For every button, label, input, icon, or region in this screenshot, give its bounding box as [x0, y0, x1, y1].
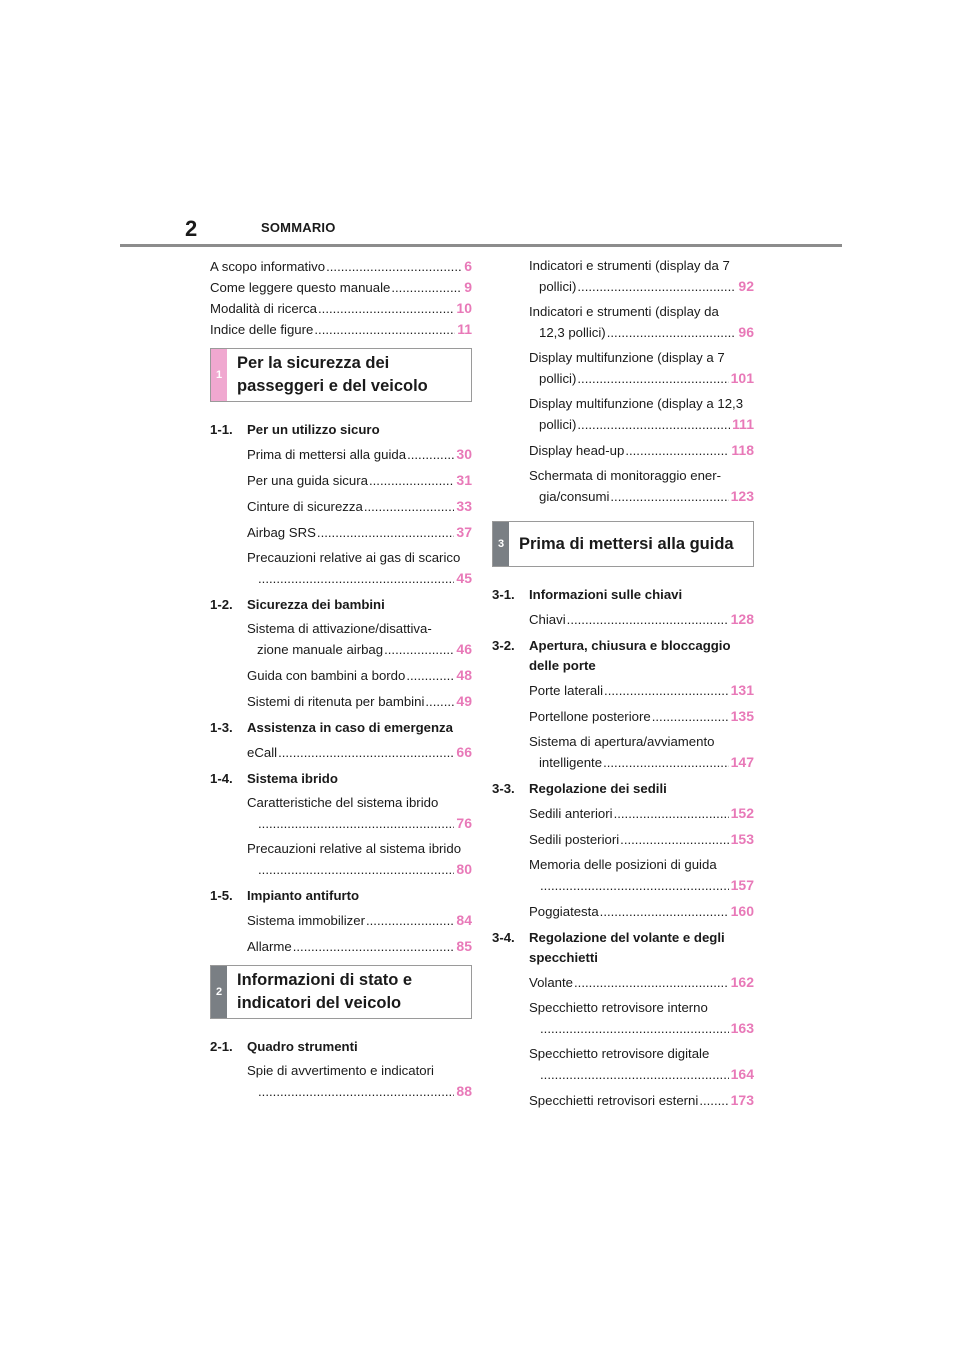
chapter-1-title: Per la sicurezza dei passeggeri e del veicolo — [237, 354, 428, 395]
leader-dots — [603, 753, 729, 773]
toc-page-number[interactable]: 11 — [457, 321, 472, 337]
section-code: 3-1. — [492, 587, 515, 602]
chapter-3-header[interactable] — [492, 521, 754, 567]
toc-subentry[interactable] — [492, 348, 754, 389]
left-column — [210, 256, 472, 1107]
toc-page-number[interactable]: 152 — [730, 805, 754, 821]
toc-entry[interactable] — [210, 256, 472, 277]
section-code: 3-2. — [492, 638, 515, 653]
toc-page-number[interactable]: 88 — [456, 1083, 472, 1099]
toc-page-number[interactable]: 37 — [456, 524, 472, 540]
leader-dots — [540, 1065, 729, 1085]
toc-entry-title-cont: zione manuale airbag — [257, 642, 384, 657]
chapter-1-tab: 1 — [211, 349, 227, 401]
toc-entry-title: Display multifunzione (display a 12,3 — [529, 396, 744, 411]
toc-entry[interactable] — [210, 298, 472, 319]
leader-dots — [540, 876, 729, 896]
toc-entry-title: Specchietto retrovisore digitale — [529, 1046, 710, 1061]
section-title: Quadro strumenti — [247, 1039, 358, 1054]
toc-page-number[interactable]: 84 — [456, 912, 472, 928]
leader-dots — [258, 814, 454, 834]
toc-page-number[interactable]: 162 — [730, 974, 754, 990]
toc-subentry[interactable] — [492, 609, 754, 630]
toc-subentry[interactable] — [210, 793, 472, 834]
chapter-2-title: Informazioni di stato e indicatori del veicolo — [237, 971, 413, 1012]
toc-entry[interactable] — [210, 319, 472, 340]
toc-page-number[interactable]: 128 — [730, 611, 754, 627]
leader-dots — [607, 323, 737, 343]
leader-dots — [317, 523, 455, 543]
section-title: Sistema ibrido — [247, 771, 338, 786]
toc-entry-title-cont: pollici) — [539, 279, 577, 294]
toc-entry-title: Cinture di sicurezza — [247, 499, 363, 514]
toc-page-number[interactable]: 96 — [738, 324, 754, 340]
toc-entry-title: Schermata di monitoraggio ener- — [529, 468, 722, 483]
section-3-1[interactable] — [492, 585, 754, 605]
toc-entry-title: Sedili posteriori — [529, 832, 620, 847]
leader-dots — [258, 1082, 454, 1102]
toc-subentry[interactable] — [492, 803, 754, 824]
toc-entry-title: Indicatori e strumenti (display da 7 — [529, 258, 730, 273]
section-title: Impianto antifurto — [247, 888, 360, 903]
toc-entry-title: Specchietti retrovisori esterni — [529, 1093, 699, 1108]
leader-dots — [366, 911, 454, 931]
toc-entry-title-cont: gia/consumi — [539, 489, 610, 504]
leader-dots — [318, 299, 454, 319]
right-column — [492, 256, 754, 1116]
toc-entry[interactable] — [210, 277, 472, 298]
section-title: Informazioni sulle chiavi — [529, 587, 683, 602]
section-1-1[interactable] — [210, 420, 472, 440]
toc-subentry[interactable] — [492, 1044, 754, 1085]
chapter-2-tab: 2 — [211, 966, 227, 1018]
leader-dots — [567, 610, 729, 630]
toc-subentry[interactable] — [492, 302, 754, 343]
section-1-2[interactable] — [210, 595, 472, 615]
leader-dots — [314, 320, 455, 340]
toc-subentry[interactable] — [210, 548, 472, 589]
header-rule — [120, 244, 842, 247]
leader-dots — [652, 707, 729, 727]
section-code: 1-1. — [210, 422, 233, 437]
toc-page-number[interactable]: 33 — [456, 498, 472, 514]
toc-subentry[interactable] — [210, 936, 472, 957]
section-code: 3-4. — [492, 930, 515, 945]
leader-dots — [384, 640, 454, 660]
toc-page-number[interactable]: 80 — [456, 861, 472, 877]
leader-dots — [625, 441, 729, 461]
section-title: Sicurezza dei bambini — [247, 597, 385, 612]
section-3-3[interactable] — [492, 779, 754, 799]
section-title: Regolazione del volante e degli specchietti — [529, 930, 725, 965]
section-code: 1-2. — [210, 597, 233, 612]
section-1-3[interactable] — [210, 718, 472, 738]
toc-entry-title: Sistema immobilizer — [247, 913, 365, 928]
section-1-5[interactable] — [210, 886, 472, 906]
toc-subentry[interactable] — [492, 1090, 754, 1111]
toc-entry-title-cont: 12,3 pollici) — [539, 325, 606, 340]
toc-entry-title: Precauzioni relative al sistema ibrido — [247, 841, 462, 856]
toc-page-number[interactable]: 163 — [730, 1020, 754, 1036]
leader-dots — [407, 445, 454, 465]
section-code: 1-3. — [210, 720, 233, 735]
toc-entry-title: Portellone posteriore — [529, 709, 651, 724]
toc-subentry[interactable] — [210, 619, 472, 660]
section-code: 3-3. — [492, 781, 515, 796]
toc-page-number[interactable]: 164 — [730, 1066, 754, 1082]
toc-entry-title: Poggiatesta — [529, 904, 599, 919]
toc-subentry[interactable] — [492, 901, 754, 922]
toc-entry-title: Indice delle figure — [210, 322, 314, 337]
toc-entry-title: Prima di mettersi alla guida — [247, 447, 407, 462]
chapter-3-tab: 3 — [493, 522, 509, 566]
section-title: Per un utilizzo sicuro — [247, 422, 380, 437]
toc-entry-title: Airbag SRS — [247, 525, 316, 540]
section-code: 2-1. — [210, 1039, 233, 1054]
toc-subentry[interactable] — [492, 855, 754, 896]
toc-entry-title: Display multifunzione (display a 7 — [529, 350, 725, 365]
toc-page-number[interactable]: 118 — [731, 442, 754, 458]
toc-page-number[interactable]: 135 — [730, 708, 754, 724]
toc-entry-title: Come leggere questo manuale — [210, 280, 391, 295]
toc-entry-title: eCall — [247, 745, 278, 760]
leader-dots — [425, 692, 454, 712]
section-code: 1-5. — [210, 888, 233, 903]
intro-list — [210, 256, 472, 340]
toc-entry-title: Precauzioni relative ai gas di scarico — [247, 550, 461, 565]
toc-page-number[interactable]: 85 — [456, 938, 472, 954]
section-3-4[interactable] — [492, 928, 754, 968]
toc-page-number[interactable]: 157 — [730, 877, 754, 893]
toc-subentry[interactable] — [492, 706, 754, 727]
leader-dots — [369, 471, 454, 491]
toc-subentry[interactable] — [492, 256, 754, 297]
toc-subentry[interactable] — [210, 665, 472, 686]
toc-entry-title-cont: intelligente — [539, 755, 603, 770]
section-title: Regolazione dei sedili — [529, 781, 667, 796]
leader-dots — [278, 743, 454, 763]
toc-entry-title: Sedili anteriori — [529, 806, 613, 821]
toc-page-number[interactable]: 173 — [730, 1092, 754, 1108]
toc-page-number[interactable]: 9 — [464, 279, 472, 295]
leader-dots — [610, 487, 728, 507]
page-number: 2 — [185, 216, 198, 241]
section-title: Assistenza in caso di emergenza — [247, 720, 453, 735]
toc-subentry[interactable] — [210, 1061, 472, 1102]
toc-page-number[interactable]: 111 — [732, 416, 754, 432]
toc-entry-title: Allarme — [247, 939, 292, 954]
toc-entry-title: Display head-up — [529, 443, 625, 458]
leader-dots — [600, 902, 729, 922]
chapter-2-header[interactable] — [210, 965, 472, 1019]
toc-subentry[interactable] — [492, 440, 754, 461]
toc-entry-title: A scopo informativo — [210, 259, 326, 274]
toc-entry-title-cont: pollici) — [539, 417, 577, 432]
toc-page-number[interactable]: 6 — [464, 258, 472, 274]
toc-subentry[interactable] — [210, 742, 472, 763]
toc-subentry[interactable] — [492, 680, 754, 701]
section-1-4[interactable] — [210, 769, 472, 789]
toc-entry-title: Modalità di ricerca — [210, 301, 318, 316]
toc-page-number[interactable]: 153 — [730, 831, 754, 847]
toc-subentry[interactable] — [210, 522, 472, 543]
section-title: Apertura, chiusura e bloccaggio delle porte — [529, 638, 731, 673]
toc-page-number[interactable]: 101 — [730, 370, 754, 386]
toc-subentry[interactable] — [210, 910, 472, 931]
toc-subentry[interactable] — [492, 829, 754, 850]
toc-entry-title: Sistema di attivazione/disattiva- — [247, 621, 432, 636]
toc-subentry[interactable] — [492, 394, 754, 435]
section-3-2[interactable] — [492, 636, 754, 676]
toc-page-number[interactable]: 92 — [738, 278, 754, 294]
toc-entry-title: Chiavi — [529, 612, 566, 627]
leader-dots — [258, 860, 454, 880]
toc-page-number[interactable]: 131 — [730, 682, 754, 698]
toc-subentry[interactable] — [210, 496, 472, 517]
leader-dots — [614, 804, 729, 824]
toc-entry-title: Per una guida sicura — [247, 473, 368, 488]
toc-page-number[interactable]: 160 — [730, 903, 754, 919]
leader-dots — [258, 569, 454, 589]
toc-page-number[interactable]: 45 — [456, 570, 472, 586]
toc-entry-title: Guida con bambini a bordo — [247, 668, 406, 683]
toc-subentry[interactable] — [492, 998, 754, 1039]
leader-dots — [293, 937, 455, 957]
leader-dots — [574, 973, 729, 993]
toc-page-number[interactable]: 76 — [456, 815, 472, 831]
leader-dots — [326, 257, 462, 277]
toc-page-number[interactable]: 30 — [456, 446, 472, 462]
leader-dots — [577, 277, 736, 297]
toc-page-number[interactable]: 46 — [456, 641, 472, 657]
toc-subentry[interactable] — [492, 466, 754, 507]
toc-entry-title-cont: pollici) — [539, 371, 577, 386]
leader-dots — [391, 278, 462, 298]
toc-entry-title: Indicatori e strumenti (display da — [529, 304, 719, 319]
toc-page-number[interactable]: 10 — [456, 300, 472, 316]
toc-page-number[interactable]: 147 — [730, 754, 754, 770]
toc-subentry[interactable] — [210, 691, 472, 712]
toc-page-number[interactable]: 49 — [456, 693, 472, 709]
leader-dots — [620, 830, 728, 850]
toc-entry-title: Sistemi di ritenuta per bambini — [247, 694, 425, 709]
toc-page-number[interactable]: 31 — [456, 472, 472, 488]
toc-page-number[interactable]: 123 — [730, 488, 754, 504]
toc-subentry[interactable] — [210, 470, 472, 491]
toc-entry-title: Porte laterali — [529, 683, 604, 698]
section-2-1[interactable] — [210, 1037, 472, 1057]
toc-page-number[interactable]: 66 — [456, 744, 472, 760]
running-title: SOMMARIO — [261, 220, 336, 235]
toc-entry-title: Volante — [529, 975, 573, 990]
leader-dots — [364, 497, 455, 517]
toc-entry-title: Spie di avvertimento e indicatori — [247, 1063, 434, 1078]
toc-entry-title: Specchietto retrovisore interno — [529, 1000, 708, 1015]
leader-dots — [699, 1091, 728, 1111]
chapter-1-header[interactable] — [210, 348, 472, 402]
leader-dots — [406, 666, 454, 686]
leader-dots — [540, 1019, 729, 1039]
toc-entry-title: Sistema di apertura/avviamento — [529, 734, 715, 749]
chapter-3-title: Prima di mettersi alla guida — [519, 534, 734, 553]
toc-subentry[interactable] — [210, 444, 472, 465]
section-code: 1-4. — [210, 771, 233, 786]
toc-subentry[interactable] — [492, 732, 754, 773]
toc-page-number[interactable]: 48 — [456, 667, 472, 683]
toc-subentry[interactable] — [492, 972, 754, 993]
toc-entry-title: Memoria delle posizioni di guida — [529, 857, 717, 872]
toc-entry-title: Caratteristiche del sistema ibrido — [247, 795, 439, 810]
leader-dots — [604, 681, 729, 701]
leader-dots — [577, 369, 728, 389]
leader-dots — [577, 415, 730, 435]
toc-subentry[interactable] — [210, 839, 472, 880]
